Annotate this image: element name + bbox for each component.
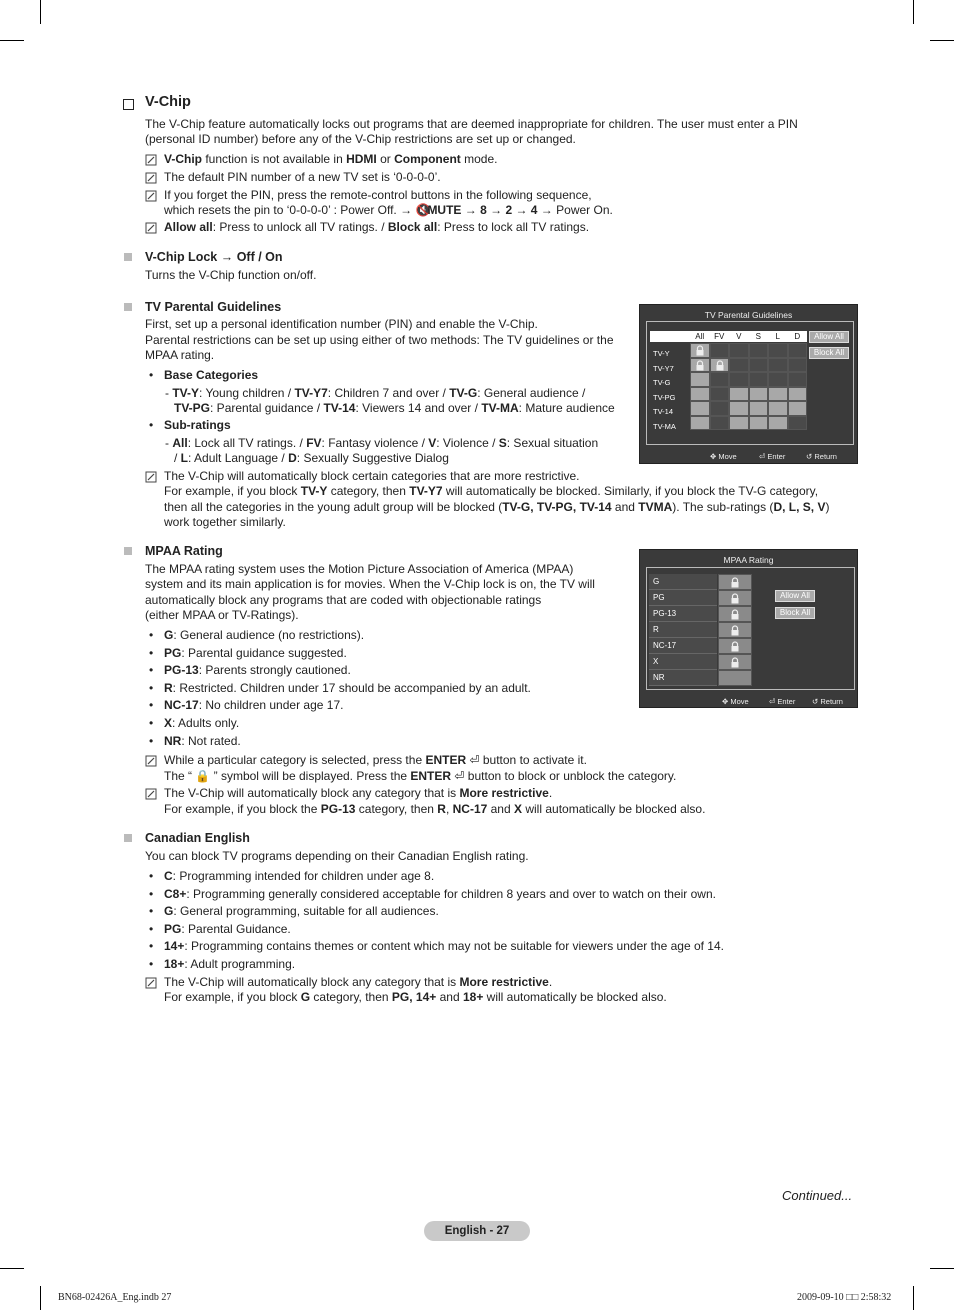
tv-note-line-3: then all the categories in the young adult group will be blocked (TV-G, TV-PG, TV-14 and TVMA). The sub-ratings (D, L, S, V) <box>164 500 830 514</box>
mpaa-lock-cell[interactable] <box>718 622 752 638</box>
rating-cell <box>788 416 808 431</box>
note-icon <box>145 154 160 167</box>
tv-guidelines-osd <box>639 304 858 464</box>
tv-note-line-1: The V-Chip will automatically block certain categories that are more restrictive. <box>164 469 580 483</box>
column-header-d: D <box>788 331 808 342</box>
square-bullet-icon <box>124 547 132 555</box>
mpaa-row-label[interactable]: PG <box>649 590 717 606</box>
rating-cell[interactable] <box>690 343 710 358</box>
return-hint: ↺ Return <box>812 697 843 706</box>
mpaa-lock-cell[interactable] <box>718 574 752 590</box>
mpaa-rating-item: X: Adults only. <box>164 716 240 730</box>
column-header-s: S <box>749 331 769 342</box>
imprint-date: 2009-09-10 □□ 2:58:32 <box>797 1292 892 1303</box>
lock-icon <box>730 577 740 588</box>
vchip-lock-desc: Turns the V-Chip function on/off. <box>145 268 317 282</box>
note-default-pin: The default PIN number of a new TV set is ‘0-0-0-0’. <box>164 170 441 184</box>
rating-cell <box>788 343 808 358</box>
intro-line-2: (personal ID number) before any of the V-Chip restrictions are set up or changed. <box>145 132 576 146</box>
section-title: V-Chip <box>145 94 191 110</box>
move-icon: ✥ <box>722 697 729 706</box>
rating-cell[interactable] <box>710 358 730 373</box>
crop-mark <box>40 0 41 24</box>
mpaa-lock-cell[interactable] <box>718 670 752 686</box>
note-icon <box>145 222 160 235</box>
tv-guidelines-p3: MPAA rating. <box>145 348 215 362</box>
bullet: • <box>149 680 154 695</box>
rating-cell <box>749 372 769 387</box>
rating-cell[interactable] <box>690 416 710 431</box>
rating-row-label[interactable]: TV-14 <box>653 407 674 416</box>
crop-mark <box>930 1268 954 1269</box>
canadian-rating-item: G: General programming, suitable for all audiences. <box>164 904 439 919</box>
canadian-title: Canadian English <box>145 831 250 845</box>
rating-cell[interactable] <box>788 401 808 416</box>
rating-cell[interactable] <box>768 387 788 402</box>
mpaa-p4: (either MPAA or TV-Ratings). <box>145 608 299 622</box>
lock-icon <box>715 360 725 371</box>
rating-row-label[interactable]: TV-Y7 <box>653 363 674 373</box>
crop-mark <box>913 1286 914 1310</box>
rating-row-label[interactable]: TV-MA <box>653 421 676 431</box>
canadian-rating-item: 14+: Programming contains themes or content which may not be suitable for viewers under the age of 14. <box>164 939 724 954</box>
mute-icon: 🔇 <box>415 203 431 217</box>
mpaa-p2: system and its main application is for movies. When the V-Chip lock is on, the TV will <box>145 577 595 591</box>
mpaa-p1: The MPAA rating system uses the Motion Picture Association of America (MPAA) <box>145 562 574 576</box>
note-icon <box>145 190 160 203</box>
note-icon <box>145 172 160 185</box>
osd-title: MPAA Rating <box>723 555 774 565</box>
rating-cell <box>729 343 749 358</box>
mpaa-note2-line-2: For example, if you block the PG-13 category, then R, NC-17 and X will automatically be blocked also. <box>164 802 706 816</box>
mpaa-rating-item: NC-17: No children under age 17. <box>164 698 344 713</box>
crop-mark <box>0 1268 24 1269</box>
lock-icon <box>730 641 740 652</box>
canadian-rating-item: C: Programming intended for children under age 8. <box>164 869 435 883</box>
rating-cell <box>710 372 730 387</box>
tv-note-line-4: work together similarly. <box>164 515 286 529</box>
lock-icon <box>730 625 740 636</box>
note-hdmi: V-Chip function is not available in HDMI or Component mode. <box>164 152 498 166</box>
crop-mark <box>930 40 954 41</box>
mpaa-row-label[interactable]: G <box>649 574 717 590</box>
continued-label: Continued... <box>782 1188 853 1203</box>
mpaa-rating-item: PG-13: Parents strongly cautioned. <box>164 663 351 678</box>
mpaa-lock-cell[interactable] <box>718 638 752 654</box>
note-forgot-pin-1: If you forget the PIN, press the remote-control buttons in the following sequence, <box>164 188 592 202</box>
canadian-rating-item: PG: Parental Guidance. <box>164 921 291 936</box>
note-allow-block: Allow all: Press to unlock all TV ratings. / Block all: Press to lock all TV ratings. <box>164 220 590 234</box>
allow-all-button[interactable]: Allow All <box>775 590 815 602</box>
mpaa-rating-item: R: Restricted. Children under 17 should be accompanied by an adult. <box>164 680 531 695</box>
lock-icon <box>695 345 705 356</box>
tv-note-line-2: For example, if you block TV-Y category, then TV-Y7 will automatically be blocked. Similarly, if you block the TV-G category, <box>164 484 819 498</box>
rating-cell[interactable] <box>690 401 710 416</box>
lock-icon <box>730 609 740 620</box>
mpaa-lock-cell[interactable] <box>718 654 752 670</box>
imprint-file: BN68-02426A_Eng.indb 27 <box>58 1292 172 1303</box>
rating-cell <box>788 372 808 387</box>
canadian-note-line-2: For example, if you block G category, then PG, 14+ and 18+ will automatically be blocked also. <box>164 990 667 1004</box>
checkbox-bullet-icon <box>123 99 134 110</box>
column-header-fv: FV <box>710 331 730 342</box>
base-categories-line-1: - TV-Y: Young children / TV-Y7: Children 7 and over / TV-G: General audience / <box>165 386 586 400</box>
bullet: • <box>149 698 154 713</box>
canadian-note-line-1: The V-Chip will automatically block any category that is More restrictive. <box>164 975 553 989</box>
tv-guidelines-p1: First, set up a personal identification number (PIN) and enable the V-Chip. <box>145 317 538 331</box>
bullet: • <box>149 904 154 919</box>
rating-cell <box>788 358 808 373</box>
column-header-v: V <box>729 331 749 342</box>
rating-cell <box>768 358 788 373</box>
bullet: • <box>149 645 154 660</box>
crop-mark <box>0 40 24 41</box>
rating-cell[interactable] <box>768 401 788 416</box>
intro-line-1: The V-Chip feature automatically locks out programs that are deemed inappropriate for children. The user must enter a PIN <box>145 117 798 131</box>
mpaa-row-label[interactable]: NR <box>649 670 717 686</box>
rating-cell[interactable] <box>729 387 749 402</box>
enter-hint: ⏎ Enter <box>769 697 796 706</box>
rating-cell[interactable] <box>690 387 710 402</box>
crop-mark <box>40 1286 41 1310</box>
lock-icon <box>695 360 705 371</box>
bullet: • <box>149 733 154 748</box>
bullet: • <box>149 628 154 642</box>
note-icon <box>145 788 160 801</box>
move-hint: ✥ Move <box>722 697 749 706</box>
crop-mark <box>913 0 914 24</box>
vchip-lock-title: V-Chip Lock → Off / On <box>145 250 283 264</box>
column-header-l: L <box>768 331 788 342</box>
rating-row-label[interactable]: TV-G <box>653 378 671 387</box>
sub-ratings-title: Sub-ratings <box>164 418 231 432</box>
rating-cell[interactable] <box>749 401 769 416</box>
lock-icon: 🔒 <box>195 769 211 783</box>
rating-cell <box>768 372 788 387</box>
enter-hint: ⏎ Enter <box>759 452 786 461</box>
tv-guidelines-p2: Parental restrictions can be set up using either of two methods: The TV guidelines or the <box>145 333 614 347</box>
mpaa-p3: automatically block any programs that are coded with objectionable ratings <box>145 593 542 607</box>
rating-row-label[interactable]: TV-Y <box>653 349 670 358</box>
rating-cell[interactable] <box>749 416 769 431</box>
rating-cell <box>729 358 749 373</box>
rating-row-label[interactable]: TV-PG <box>653 392 676 402</box>
rating-cell[interactable] <box>729 416 749 431</box>
rating-cell <box>768 343 788 358</box>
tv-guidelines-title: TV Parental Guidelines <box>145 300 282 314</box>
return-icon: ↺ <box>806 452 813 461</box>
rating-cell <box>749 343 769 358</box>
square-bullet-icon <box>124 253 132 261</box>
note-icon <box>145 755 160 768</box>
bullet: • <box>149 886 154 901</box>
move-icon: ✥ <box>710 452 717 461</box>
mpaa-osd <box>639 549 858 708</box>
bullet: • <box>149 939 154 954</box>
sub-ratings-line-1: - All: Lock all TV ratings. / FV: Fantasy violence / V: Violence / S: Sexual situation <box>165 436 599 450</box>
rating-cell[interactable] <box>749 387 769 402</box>
bullet: • <box>149 957 154 971</box>
block-all-button[interactable]: Block All <box>809 347 849 359</box>
lock-icon <box>730 657 740 668</box>
mpaa-row-label[interactable]: R <box>649 622 717 638</box>
rating-cell[interactable] <box>690 372 710 387</box>
column-header-all: All <box>690 331 710 342</box>
mpaa-lock-cell[interactable] <box>718 606 752 622</box>
mpaa-row-label[interactable]: X <box>649 654 717 670</box>
canadian-rating-item: 18+: Adult programming. <box>164 957 296 971</box>
rating-cell[interactable] <box>690 358 710 373</box>
mpaa-rating-item: G: General audience (no restrictions). <box>164 628 365 642</box>
base-categories-line-2: TV-PG: Parental guidance / TV-14: Viewers 14 and over / TV-MA: Mature audience <box>174 401 615 415</box>
enter-icon: ⏎ <box>454 769 465 783</box>
mpaa-rating-item: PG: Parental guidance suggested. <box>164 645 347 660</box>
bullet: • <box>149 921 154 936</box>
bullet: • <box>149 663 154 678</box>
mpaa-note2-line-1: The V-Chip will automatically block any category that is More restrictive. <box>164 786 553 800</box>
enter-icon: ⏎ <box>769 697 776 706</box>
rating-cell[interactable] <box>729 401 749 416</box>
note-icon <box>145 977 160 990</box>
rating-cell <box>749 358 769 373</box>
rating-cell[interactable] <box>788 387 808 402</box>
enter-icon: ⏎ <box>469 753 480 767</box>
bullet: • <box>149 368 154 382</box>
lock-icon <box>730 593 740 604</box>
bullet: • <box>149 418 154 432</box>
mpaa-rating-item: NR: Not rated. <box>164 733 241 748</box>
allow-all-button[interactable]: Allow All <box>809 331 849 343</box>
rating-cell[interactable] <box>768 416 788 431</box>
square-bullet-icon <box>124 834 132 842</box>
bullet: • <box>149 716 154 730</box>
mpaa-row-label[interactable]: NC-17 <box>649 638 717 654</box>
page-number-badge: English - 27 <box>424 1221 530 1241</box>
note-forgot-pin-2: which resets the pin to ‘0-0-0-0’ : Power Off. → 🔇MUTE → 8 → 2 → 4 → Power On. <box>164 203 613 217</box>
mpaa-note1-line-2: The “ 🔒 ” symbol will be displayed. Press the ENTER ⏎ button to block or unblock the category. <box>164 769 677 783</box>
square-bullet-icon <box>124 303 132 311</box>
note-icon <box>145 471 160 484</box>
block-all-button[interactable]: Block All <box>775 607 815 619</box>
base-categories-title: Base Categories <box>164 368 259 382</box>
mpaa-title: MPAA Rating <box>145 544 223 558</box>
sub-ratings-line-2: / L: Adult Language / D: Sexually Suggestive Dialog <box>174 451 449 465</box>
mpaa-note1-line-1: While a particular category is selected, press the ENTER ⏎ button to activate it. <box>164 753 587 767</box>
canadian-desc: You can block TV programs depending on their Canadian English rating. <box>145 849 529 863</box>
rating-cell <box>710 343 730 358</box>
return-icon: ↺ <box>812 697 819 706</box>
canadian-rating-item: C8+: Programming generally considered acceptable for children 8 years and over to watch on their own. <box>164 886 716 901</box>
rating-cell <box>729 372 749 387</box>
enter-icon: ⏎ <box>759 452 766 461</box>
osd-title: TV Parental Guidelines <box>704 310 793 320</box>
move-hint: ✥ Move <box>710 452 737 461</box>
rating-cell <box>710 401 730 416</box>
rating-cell <box>710 416 730 431</box>
bullet: • <box>149 869 154 883</box>
mpaa-row-label[interactable]: PG-13 <box>649 606 717 622</box>
rating-cell <box>710 387 730 402</box>
mpaa-lock-cell[interactable] <box>718 590 752 606</box>
return-hint: ↺ Return <box>806 452 837 461</box>
